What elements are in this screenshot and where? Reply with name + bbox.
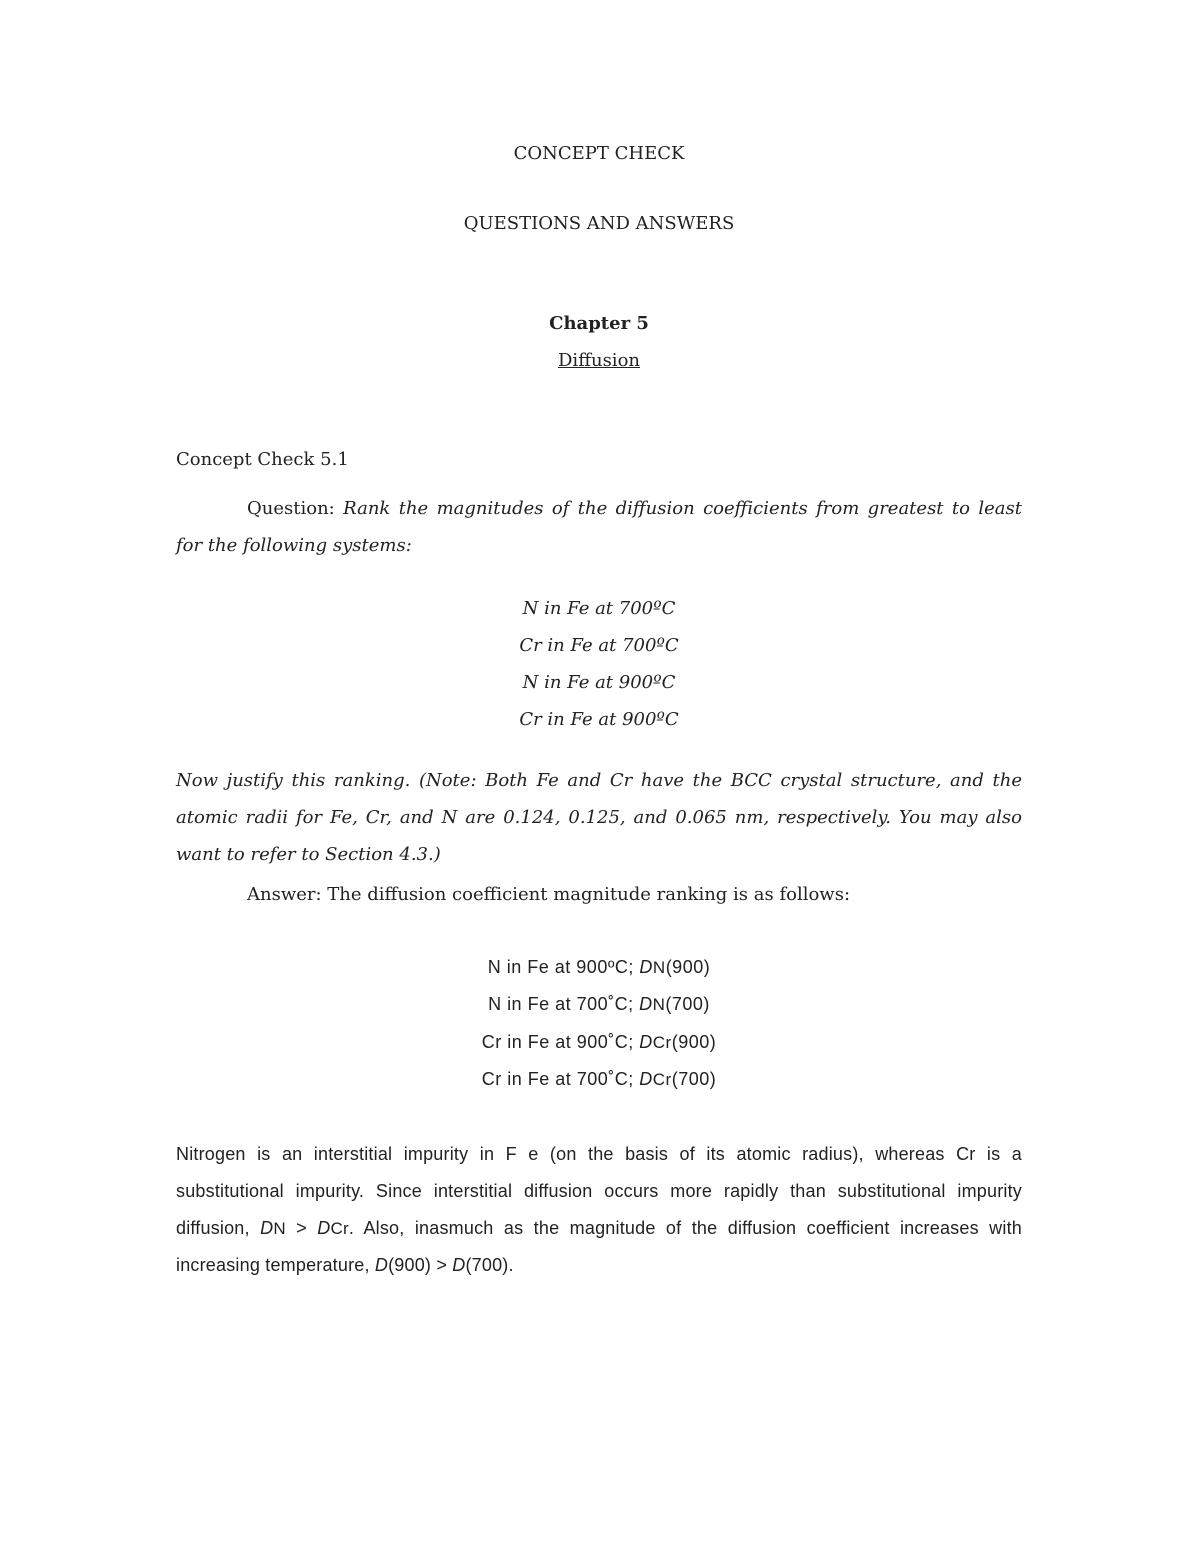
system-item: N in Fe at 900ºC [522, 672, 676, 693]
explanation-paragraph [176, 1136, 1022, 1284]
ranking-system: N in Fe at 900ºC; [487, 957, 640, 977]
ranking-system: Cr in Fe at 900˚C; [481, 1032, 640, 1052]
ranking-item [176, 957, 1022, 978]
ranking-species: N [652, 995, 666, 1014]
answer-prefix: Answer: [247, 884, 328, 905]
ranking-temp: (700) [665, 994, 710, 1014]
chapter-heading: Chapter 5 [549, 313, 649, 334]
ranking-d-symbol: D [639, 994, 653, 1014]
d-symbol: D [317, 1218, 331, 1238]
ranking-system: Cr in Fe at 700˚C; [481, 1069, 640, 1089]
answer-intro: The diffusion coefficient magnitude ranking is as follows: [327, 884, 851, 905]
ranking-item [176, 1069, 1022, 1090]
ranking-species: Cr [652, 1033, 672, 1052]
ranking-temp: (700) [671, 1069, 717, 1089]
ranking-d-symbol: D [639, 1032, 653, 1052]
page-subtitle: QUESTIONS AND ANSWERS [463, 213, 735, 234]
ranking-d-symbol: D [639, 957, 653, 977]
question-paragraph [176, 490, 1022, 564]
question-prefix: Question: [247, 498, 344, 519]
ranking-item [176, 1032, 1022, 1053]
d-symbol: D [452, 1255, 466, 1275]
concept-check-label: Concept Check 5.1 [176, 449, 349, 470]
ranking-d-symbol: D [639, 1069, 653, 1089]
comparison-operator: > [285, 1218, 318, 1238]
system-item: Cr in Fe at 900ºC [519, 709, 679, 730]
species-label: Cr [330, 1219, 349, 1238]
ranking-temp: (900) [665, 957, 711, 977]
ranking-item [176, 994, 1022, 1015]
species-label: N [273, 1219, 286, 1238]
justify-note: Now justify this ranking. (Note: Both Fe and Cr have the BCC crystal structure, and the atomic radii for Fe, Cr, and N are 0.124, 0.125, and 0.065 nm, respectively. You may also want to refer to Section 4.3.) [176, 770, 1022, 865]
ranking-species: N [652, 958, 666, 977]
d-symbol: D [374, 1255, 389, 1275]
d-symbol: D [260, 1218, 274, 1238]
chapter-topic: Diffusion [558, 350, 640, 371]
question-text: Rank the magnitudes of the diffusion coefficients from greatest to least for the following systems: [176, 498, 1022, 556]
ranking-system: N in Fe at 700˚C; [488, 994, 640, 1014]
temp-comparison: (900) > [388, 1255, 453, 1275]
ranking-species: Cr [652, 1070, 672, 1089]
explanation-text: Nitrogen is an interstitial impurity in F e (on the basis of its atomic radius), whereas Cr is a substitutional impurity. Since interstitial diffusion occurs more rapidly than substitutional impurity diffusion, [176, 1144, 1022, 1238]
ranking-temp: (900) [671, 1032, 717, 1052]
temp-label: (700). [465, 1255, 514, 1275]
answer-paragraph [176, 884, 1022, 905]
page-title: CONCEPT CHECK [513, 143, 685, 164]
system-item: N in Fe at 700ºC [522, 598, 676, 619]
explanation-text: . Also, inasmuch as the magnitude of the diffusion coefficient increases with increasing temperature, [176, 1218, 1022, 1275]
system-item: Cr in Fe at 700ºC [519, 635, 679, 656]
